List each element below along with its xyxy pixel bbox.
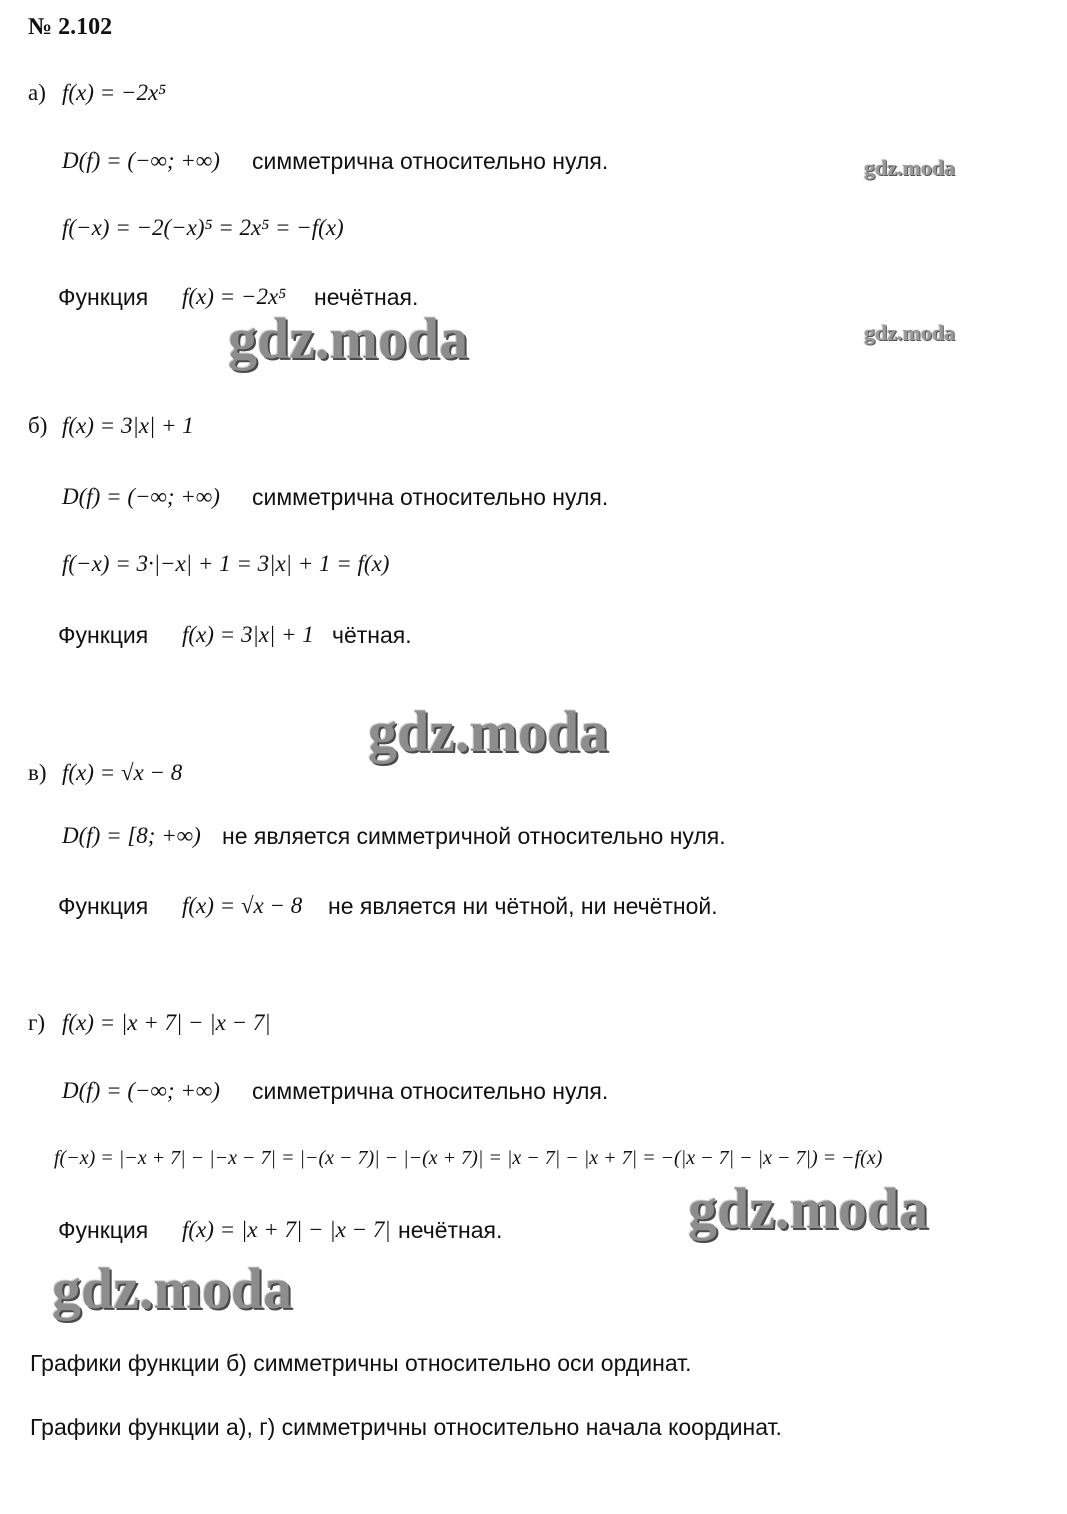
part-a-conclusion-function: f(x) = −2x⁵ xyxy=(182,284,287,309)
part-c-conclusion-word: Функция xyxy=(58,893,149,919)
part-d-conclusion-word: Функция xyxy=(58,1217,149,1243)
watermark-small: gdz.moda xyxy=(864,320,956,345)
watermark-large: gdz.moda xyxy=(52,1256,293,1321)
part-c-domain-text: не является симметричной относительно нуля. xyxy=(222,823,726,849)
part-d-domain: D(f) = (−∞; +∞) xyxy=(62,1078,220,1103)
part-a-domain: D(f) = (−∞; +∞) xyxy=(62,148,220,173)
part-b-domain-text: симметрична относительно нуля. xyxy=(252,484,609,510)
part-a-label: а) xyxy=(28,80,46,105)
part-a-definition: f(x) = −2x⁵ xyxy=(62,80,167,105)
part-b-label: б) xyxy=(28,413,48,438)
part-a-conclusion-word: Функция xyxy=(58,284,149,310)
part-d-definition: f(x) = |x + 7| − |x − 7| xyxy=(62,1010,271,1035)
part-d-label: г) xyxy=(28,1010,46,1035)
part-b-calculation: f(−x) = 3·|−x| + 1 = 3|x| + 1 = f(x) xyxy=(62,551,390,576)
part-a-calculation: f(−x) = −2(−x)⁵ = 2x⁵ = −f(x) xyxy=(62,215,344,240)
part-a-conclusion-text: нечётная. xyxy=(314,284,419,310)
summary-line-1: Графики функции б) симметричны относительно оси ординат. xyxy=(30,1350,692,1376)
part-c-conclusion-text: не является ни чётной, ни нечётной. xyxy=(328,893,718,919)
part-b-conclusion-word: Функция xyxy=(58,622,149,648)
part-d-conclusion-function: f(x) = |x + 7| − |x − 7| xyxy=(182,1217,391,1242)
watermark-large: gdz.moda xyxy=(368,699,609,764)
part-d-domain-text: симметрична относительно нуля. xyxy=(252,1078,609,1104)
part-c-label: в) xyxy=(28,760,47,785)
watermark-large: gdz.moda xyxy=(688,1176,929,1241)
part-d-calculation: f(−x) = |−x + 7| − |−x − 7| = |−(x − 7)| − |−(x + 7)| = |x − 7| − |x + 7| = −(|x − 7| − |x − 7|) = −f(x) xyxy=(54,1147,883,1169)
part-b-domain: D(f) = (−∞; +∞) xyxy=(62,484,220,509)
part-b-conclusion-text: чётная. xyxy=(332,622,412,648)
part-c-definition: f(x) = √x − 8 xyxy=(62,760,183,785)
part-c-domain: D(f) = [8; +∞) xyxy=(62,823,201,848)
part-c-conclusion-function: f(x) = √x − 8 xyxy=(182,893,303,918)
part-a-domain-text: симметрична относительно нуля. xyxy=(252,148,609,174)
problem-number: № 2.102 xyxy=(28,14,113,40)
part-d-conclusion-text: нечётная. xyxy=(398,1217,503,1243)
watermark-large: gdz.moda xyxy=(228,306,469,371)
part-b-conclusion-function: f(x) = 3|x| + 1 xyxy=(182,622,314,647)
watermark-small: gdz.moda xyxy=(864,155,956,180)
part-b-definition: f(x) = 3|x| + 1 xyxy=(62,413,194,438)
summary-line-2: Графики функции а), г) симметричны относительно начала координат. xyxy=(30,1414,782,1440)
